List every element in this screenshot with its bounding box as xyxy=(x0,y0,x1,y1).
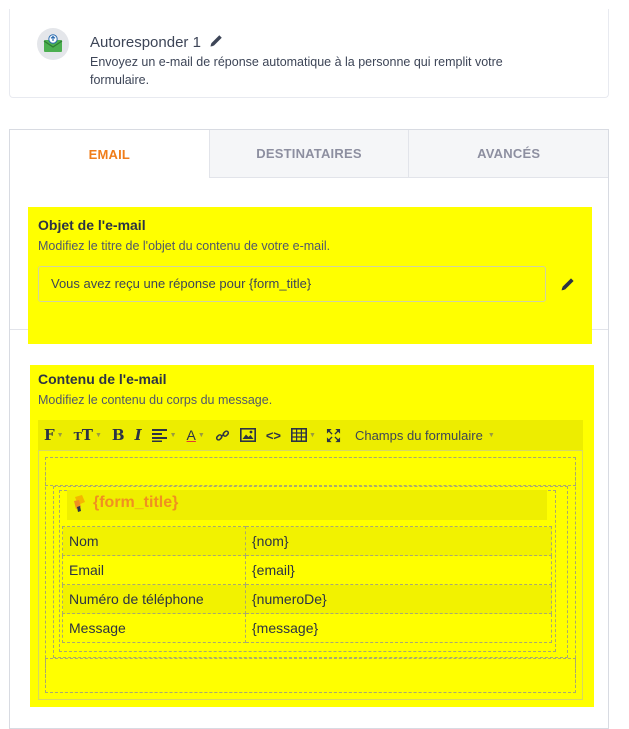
table-row xyxy=(63,527,552,556)
align-left-icon xyxy=(152,428,168,442)
field-label: Message xyxy=(63,614,246,643)
font-family-icon: F xyxy=(44,426,55,444)
editor-toolbar xyxy=(38,420,583,450)
email-body-editor[interactable] xyxy=(38,450,583,700)
pencil-icon[interactable] xyxy=(209,33,224,52)
fullscreen-button[interactable] xyxy=(326,428,341,443)
table-row xyxy=(63,585,552,614)
font-size-button[interactable]: TT ▼ xyxy=(73,426,102,444)
code-icon: <> xyxy=(265,427,282,443)
link-button[interactable] xyxy=(215,428,230,443)
edit-subject-pencil-icon[interactable] xyxy=(560,276,576,297)
form-fields-dropdown[interactable]: Champs du formulaire ▼ xyxy=(354,427,495,443)
bold-icon: B xyxy=(111,426,125,444)
table-button[interactable]: ▼ xyxy=(291,428,316,442)
subject-title: Objet de l'e-mail xyxy=(38,217,146,233)
autoresponder-title[interactable] xyxy=(90,33,224,52)
form-title-row xyxy=(67,490,547,520)
fullscreen-icon xyxy=(326,428,341,443)
form-logo-icon xyxy=(71,494,89,519)
field-value: {message} xyxy=(246,614,552,643)
italic-button[interactable] xyxy=(135,426,142,444)
font-size-icon: TT xyxy=(73,426,93,444)
align-button[interactable]: ▼ xyxy=(152,428,177,442)
field-label: Numéro de téléphone xyxy=(63,585,246,614)
italic-icon: I xyxy=(134,426,142,444)
tab-email[interactable]: EMAIL xyxy=(10,130,209,178)
autoresponder-title-text: Autoresponder 1 xyxy=(90,34,201,51)
field-value: {numeroDe} xyxy=(246,585,552,614)
text-color-icon: A xyxy=(186,427,196,443)
autoresponder-header xyxy=(9,9,609,98)
subject-input[interactable]: Vous avez reçu une réponse pour {form_title} xyxy=(38,266,546,302)
subject-description: Modifiez le titre de l'objet du contenu de votre e-mail. xyxy=(38,239,331,253)
email-settings-panel xyxy=(9,129,609,729)
table-row xyxy=(63,556,552,585)
code-button[interactable] xyxy=(266,428,281,443)
table-icon xyxy=(291,428,307,442)
field-value: {nom} xyxy=(246,527,552,556)
autoresponder-description: Envoyez un e-mail de réponse automatique à la personne qui remplit votre formulaire. xyxy=(90,55,503,87)
bottom-spacer-row xyxy=(45,658,576,693)
field-value: {email} xyxy=(246,556,552,585)
submission-fields-table xyxy=(62,526,552,643)
font-family-button[interactable]: F ▼ xyxy=(44,426,64,444)
table-row xyxy=(63,614,552,643)
content-title: Contenu de l'e-mail xyxy=(38,371,167,387)
envelope-icon xyxy=(37,28,69,60)
subject-section xyxy=(28,207,592,344)
link-icon xyxy=(215,428,230,443)
form-fields-label: Champs du formulaire xyxy=(354,427,483,443)
top-spacer-row xyxy=(45,457,576,486)
field-label: Nom xyxy=(63,527,246,556)
image-icon xyxy=(240,428,256,442)
tab-bar xyxy=(10,130,608,178)
form-title-placeholder: {form_title} xyxy=(93,494,179,511)
bold-button[interactable] xyxy=(112,426,125,444)
text-color-button[interactable]: A ▼ xyxy=(186,427,205,443)
image-button[interactable] xyxy=(240,428,256,442)
content-description: Modifiez le contenu du corps du message. xyxy=(38,393,273,407)
content-section xyxy=(30,365,594,707)
tab-destinataires[interactable]: DESTINATAIRES xyxy=(209,130,409,178)
field-label: Email xyxy=(63,556,246,585)
tab-avances[interactable]: AVANCÉS xyxy=(408,130,608,178)
